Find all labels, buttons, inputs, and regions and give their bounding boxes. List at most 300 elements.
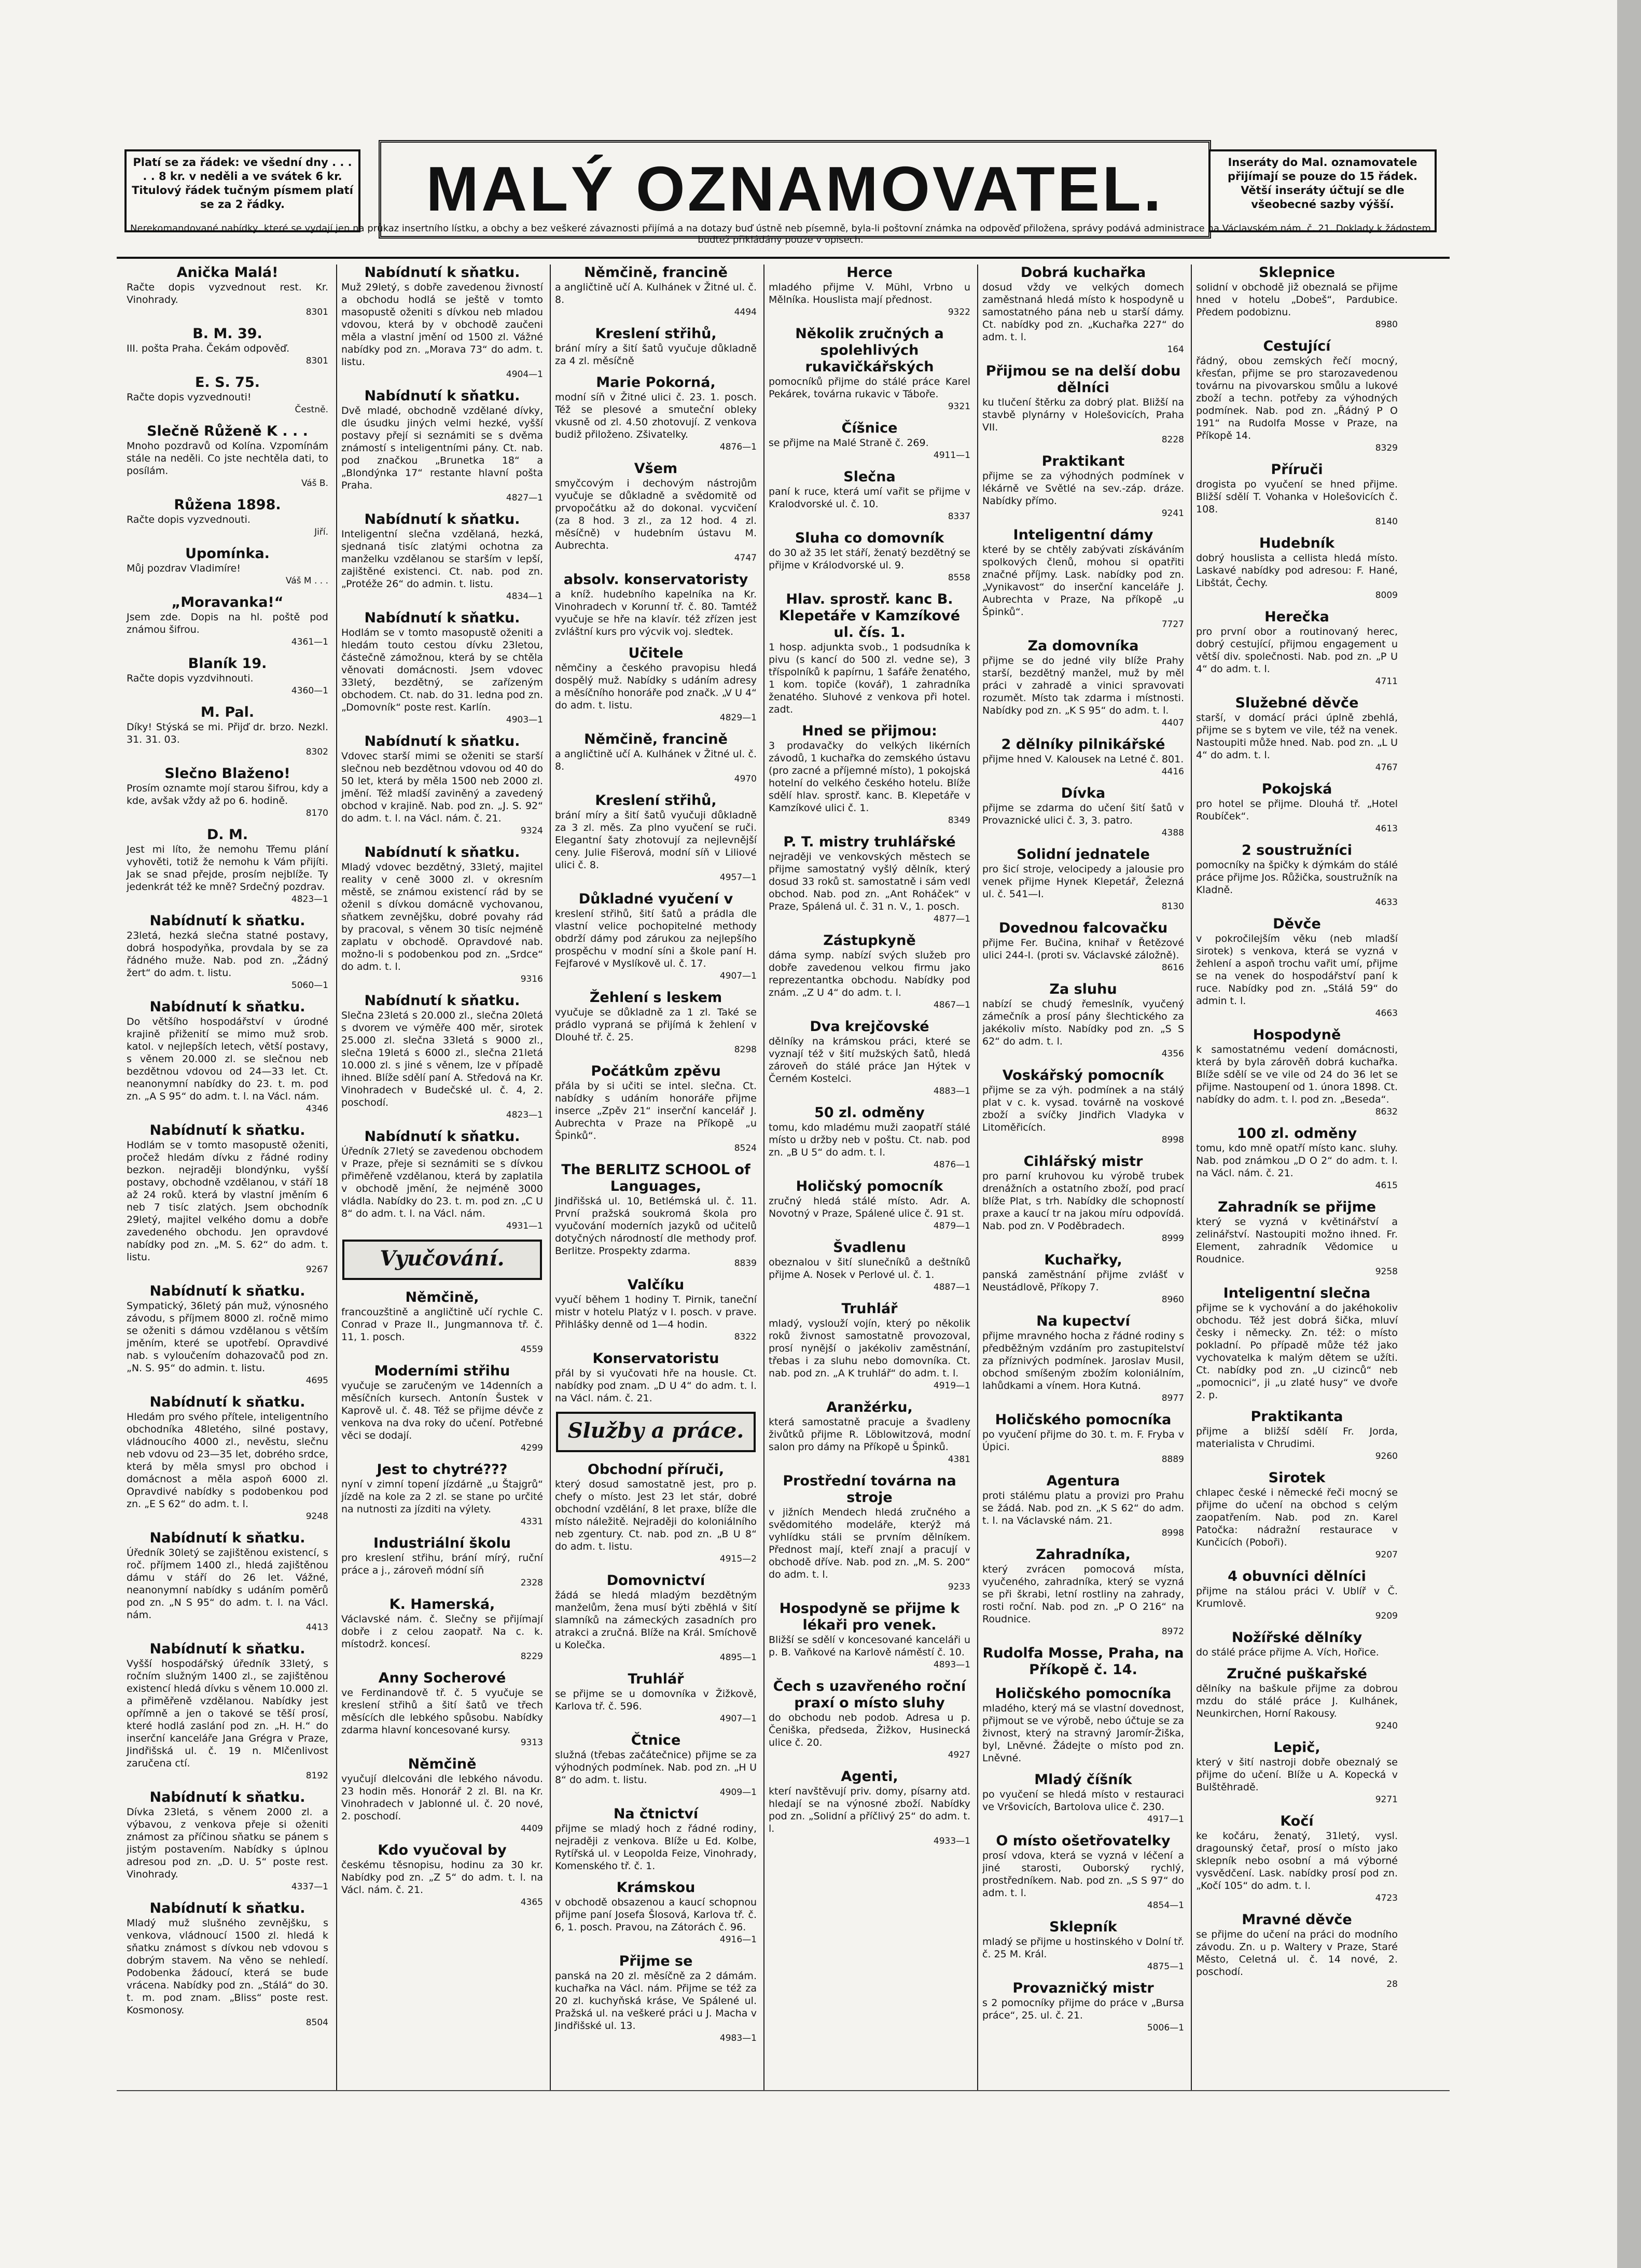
- ad-heading: Slečna: [843, 469, 896, 485]
- ad-number: 4933—1: [933, 1836, 970, 1846]
- ad-heading: O místo ošetřovatelky: [996, 1833, 1171, 1849]
- ad-heading: Dovednou falcovačku: [998, 920, 1168, 936]
- ad-heading: P. T. mistry truhlářské: [783, 834, 956, 850]
- ad-text: pomocníky na špičky k dýmkám do stálé práce přijme Jos. Růžička, soustružník na Kladně.: [1196, 859, 1398, 896]
- ad-number: 4903—1: [506, 715, 543, 725]
- ad-text: Do většího hospodářství v úrodné krajině přiženití se mimo muž srob. katol. v nejlepších letech, větší postavy, s věnem 20.000 zl. se slečnou neb bezdětnou vdovou od 24—33 let. Ct. neanonymní nabídky do 23. t. m. pod zn. „A S 95“ do adm. t. l. na Václ. nám.: [127, 1016, 328, 1102]
- ad-number: 8504: [305, 2017, 328, 2028]
- classified-ad: [1196, 781, 1398, 835]
- ad-number: 8337: [948, 511, 970, 522]
- ad-heading: Několik zručných a spolehlivých rukavičkářských: [795, 326, 944, 375]
- ad-text: která samostatně pracuje a švadleny živůtků přijme R. Löblowitzová, modní salon pro dámy na Příkopě u Špinků.: [769, 1416, 970, 1453]
- ad-text: přijme se za výhodných podmínek v lékárně ve Světlé na sev.-záp. dráze. Nabídky přímo.: [982, 470, 1184, 507]
- ad-number: 4829—1: [719, 713, 757, 723]
- classified-ad: [341, 1670, 543, 1749]
- ad-heading: Nabídnutí k sňatku.: [364, 844, 520, 860]
- ad-number: 4723: [1375, 1893, 1398, 1903]
- ad-number: 8192: [305, 1771, 328, 1781]
- ad-heading: Kuchařky,: [1044, 1252, 1122, 1268]
- ad-number: 4907—1: [719, 971, 757, 981]
- ad-heading: Slečně Růženě K . . .: [147, 423, 308, 439]
- ad-text: po vyučení přijme do 30. t. m. F. Fryba v Úpici.: [982, 1429, 1184, 1453]
- classified-ad: [982, 1252, 1184, 1306]
- ad-number: 9321: [948, 401, 970, 412]
- ad-heading: „Moravanka!“: [171, 594, 284, 610]
- ad-number: 2328: [520, 1578, 543, 1588]
- classified-ad: [555, 1953, 757, 2044]
- ad-heading: Děvče: [1273, 916, 1321, 932]
- ad-heading: Všem: [634, 461, 678, 477]
- classified-ad: [1196, 535, 1398, 602]
- ad-heading: Slečno Blaženo!: [164, 766, 290, 782]
- ad-heading: K. Hamerská,: [389, 1596, 495, 1612]
- ad-text: Muž 29letý, s dobře zavedenou živností a obchodu hodlá se ještě v tomto masopustě oženiti s dívkou neb mladou vdovou, která by v obchodě zaučeni měla a vlastní jmění od 1500 zl. Vážné nabídky pod zn. „Morava 73“ do adm. t. listu.: [341, 282, 543, 368]
- column-6: [1191, 265, 1402, 2090]
- classified-ad: [555, 572, 757, 638]
- ad-text: Úředník 27letý se zavedenou obchodem v Praze, přeje si seznámiti se s dívkou přiměřeně vzdělanou, která by zaplatila v obchodě jmění, že nejméně 3000 vládla. Nabídky do 23. t. m. pod zn. „C U 8“ do adm. t. l. na Václ. nám.: [341, 1146, 543, 1219]
- ad-text: Prosím oznamte mojí starou šifrou, kdy a kde, avšak vždy až po 6. hodině.: [127, 783, 328, 806]
- classified-ad: [1196, 338, 1398, 454]
- classified-ad: [982, 527, 1184, 631]
- ad-number: 4875—1: [1147, 1961, 1184, 1972]
- ad-text: žádá se hledá mladým bezdětným manželům, žena musí býti zběhlá v šití slamníků na zámeckých zasadních pro atrakci a zručná. Blíže na Král. Smíchově u Kolečka.: [555, 1590, 757, 1651]
- ad-number: 4413: [305, 1622, 328, 1633]
- ad-heading: Aranžérku,: [826, 1399, 913, 1415]
- ad-text: panská zaměstnání přijme zvlášť v Neustádlově, Příkopy 7.: [982, 1269, 1184, 1293]
- ad-number: 8301: [305, 356, 328, 366]
- ad-text: pro parní kruhovou ku výrobě trubek drenážních a ostatního zboží, pod prací blíže Plat, s trh. Nabídky dle schopností praxe a kaucí tr na jakou míru odpovídá. Nab. pod zn. V Poděbradech.: [982, 1171, 1184, 1232]
- ad-number: 4695: [305, 1375, 328, 1386]
- ad-text: k samostatnému vedení domácnosti, která by byla zárověň dobrá kuchařka. Blíže sdělí se ve vile od 24 do 36 let se přijme. Nastoupení od 1. února 1898. Ct. nabídky do adm. t. l. pod zn. „Beseda“.: [1196, 1044, 1398, 1105]
- ad-number: 8170: [305, 808, 328, 818]
- ad-heading: Nabídnutí k sňatku.: [364, 388, 520, 404]
- classified-ad: [341, 511, 543, 603]
- ad-text: Vyšší hospodářský úředník 33letý, s ročním služným 1400 zl., se zajištěnou existencí hledá dívku s věnem 10.000 zl. a přiměřeně vzdělanou. Nabídky jest opřímně a jen o takové se těší prosí, které hodlá zaslání pod zn. „H. H.“ do inserční kanceláře Jana Grégra v Praze, Jindřišská ul. č. 19 n. Mlčenlivost zaručena ctí.: [127, 1658, 328, 1769]
- ad-text: dáma symp. nabízí svých služeb pro dobře zavedenou velkou firmu jako reprezentantka obchodu. Nabídky pod znám. „Z U 4“ do adm. t. l.: [769, 950, 970, 998]
- classified-ad: [769, 469, 970, 523]
- ad-text: Hodlám se v tomto masopustě oženiti a hledám touto cestou dívku 23letou, částečně zámožnou, která by se chtěla věnovati domácnosti. Jsem vdovec 33letý, bezdětný, se zařízeným obchodem. Ct. nab. do 31. ledna pod zn. „Domovník“ poste rest. Karlín.: [341, 627, 543, 713]
- classified-ad: [127, 594, 328, 648]
- ad-number: 4823—1: [506, 1110, 543, 1120]
- ad-number: 9313: [520, 1737, 543, 1748]
- ad-number: 8998: [1161, 1528, 1184, 1538]
- ad-number: 4613: [1375, 824, 1398, 834]
- ad-text: do obchodu neb podob. Adresa u p. Čeniška, předseda, Žižkov, Husinecká ulice č. 20.: [769, 1712, 970, 1748]
- ad-number: 4917—1: [1147, 1814, 1184, 1825]
- ad-heading: Prostřední továrna na stroje: [783, 1473, 956, 1506]
- classified-ad: [555, 792, 757, 884]
- classified-ad: [769, 326, 970, 413]
- ad-number: 8977: [1161, 1393, 1184, 1403]
- ad-text: které by se chtěly zabývati získáváním spolkových členů, mohou si opatřiti značné příjmy. Lask. nabídky pod zn. „Vynikavost“ do inserční kanceláře J. Aubrechta v Praze, Na příkopě „u Špinků“.: [982, 544, 1184, 618]
- ad-heading: Anička Malá!: [176, 265, 279, 281]
- ad-text: Úředník 30letý se zajištěnou existencí, s roč. příjmem 1400 zl., hledá zajištěnou dámu v stáří do 26 let. Vážné, neanonymní nabídky s udáním poměrů pod zn. „N S 95“ do adm. t. l. na Václ. nám.: [127, 1547, 328, 1621]
- ad-heading: 2 soustružníci: [1242, 842, 1352, 858]
- ad-heading: Praktikanta: [1250, 1409, 1343, 1425]
- ad-heading: Herečka: [1264, 609, 1329, 625]
- page-title: MALÝ OZNAMOVATEL.: [426, 154, 1164, 224]
- ad-text: brání míry a šití šatů vyučuji důkladně za 3 zl. měs. Za plno vyučení se ruči. Elegantní šaty zhotovují za nejlevnější ceny. Julie Fišerová, modní síň v Liliové ulici č. 8.: [555, 810, 757, 871]
- classified-ad: [769, 1769, 970, 1847]
- ad-heading: Cihlářský mistr: [1023, 1153, 1143, 1170]
- ad-text: Mladý muž slušného zevnějšku, s venkova, vládnoucí 1500 zl. hledá k sňatku známost s dívkou neb vdovou s dobrým stavem. Na věno se nehledí. Podobenka žádoucí, která se bude vrácena. Nabídky pod zn. „Stálá“ do 30. t. m. pod znam. „Bliss“ poste rest. Kosmonosy.: [127, 1917, 328, 2016]
- ad-heading: Cestující: [1263, 338, 1331, 354]
- classified-ad: [341, 1596, 543, 1663]
- ad-heading: Němčině,: [405, 1289, 479, 1305]
- ad-number: 8616: [1161, 963, 1184, 973]
- column-5: [977, 265, 1188, 2090]
- ad-number: Čestně.: [295, 405, 328, 415]
- ad-heading: Nožířské dělníky: [1231, 1630, 1362, 1646]
- ad-text: dosud vždy ve velkých domech zaměstnaná hledá místo k hospodyně u samostatného pána neb u starší dámy. Ct. nabídky pod zn. „Kuchařka 227“ do adm. t. l.: [982, 282, 1184, 343]
- ad-number: 8972: [1161, 1626, 1184, 1637]
- classified-ad: [127, 1900, 328, 2029]
- ad-heading: Nabídnutí k sňatku.: [149, 1283, 305, 1299]
- ad-heading: Rudolfa Mosse, Praha, na Příkopě č. 14.: [982, 1645, 1184, 1678]
- ad-text: Bližší se sdělí v koncesované kanceláři u p. B. Vaňkové na Karlově náměstí č. 10.: [769, 1634, 970, 1658]
- ad-heading: Hudebník: [1259, 535, 1335, 551]
- ad-heading: Nabídnutí k sňatku.: [149, 1641, 305, 1657]
- ad-number: Váš M . . .: [285, 576, 328, 586]
- classified-ad: [341, 610, 543, 726]
- ad-heading: Zručné puškařské: [1227, 1666, 1367, 1682]
- classified-ad: [769, 933, 970, 1011]
- ad-number: 7727: [1161, 619, 1184, 630]
- ad-number: 4916—1: [719, 1935, 757, 1945]
- ad-text: vyučí během 1 hodiny T. Pirnik, taneční mistr v hotelu Platýz v I. posch. v prave. Přihlášky denně od 1—4 hodin.: [555, 1294, 757, 1330]
- ad-heading: Příruči: [1271, 462, 1323, 478]
- ad-text: brání míry a šití šatů vyučuje důkladně za 4 zl. měsíčně: [555, 343, 757, 367]
- classified-ad: [769, 1178, 970, 1232]
- ad-text: služná (třebas začátečnice) přijme se za výhodných podmínek. Nab. pod zn. „H U 8“ do adm. t. listu.: [555, 1749, 757, 1786]
- classified-ad: [341, 1535, 543, 1589]
- ad-number: 5006—1: [1147, 2023, 1184, 2033]
- classified-ad: [555, 891, 757, 982]
- ad-heading: Nabídnutí k sňatku.: [364, 1129, 520, 1145]
- insertion-rules-box: Inseráty do Mal. oznamovatele přijímají se pouze do 15 řádek. Větší inseráty účtují se dle všeobecné sazby výšší.: [1208, 149, 1437, 232]
- ad-text: pro kreslení střihu, brání mírý, ruční práce a j., zároveň módní síň: [341, 1552, 543, 1576]
- ad-text: Hodlám se v tomto masopustě oženiti, pročež hledám dívku z řádné rodiny bezkon. nejraději blondýnku, vyšší postavy, obchodně vzdělanou, v stáří 18 až 24 roků. která by vlastní jměním 6 neb 7 tisíc zlatých. Jsem obchodník 29letý, majitel velkého domu a dobře zavedeného obchodu. Jen opravdové nabídky pod zn. „M. S. 62“ do adm. t. listu.: [127, 1139, 328, 1263]
- ad-text: a kníž. hudebního kapelníka na Kr. Vinohradech v Korunní tř. č. 80. Tamtéž vyučuje se hře na klavír. též zřízen jest zvláštní kurs pro výcvik voj. sledtek.: [555, 589, 757, 637]
- ad-number: 4361—1: [291, 637, 328, 647]
- ad-text: pro hotel se přijme. Dlouhá tř. „Hotel Roubíček“.: [1196, 798, 1398, 822]
- classified-ad: [555, 461, 757, 564]
- ad-number: 164: [1167, 344, 1184, 355]
- ad-heading: Voskářský pomocník: [1002, 1067, 1164, 1083]
- ad-heading: Čech s uzavřeného roční praxí o místo sluhy: [773, 1678, 966, 1711]
- ad-text: Vdovec starší mimi se oženiti se starší slečnou neb bezdětnou vdovou od 40 do 50 let, která by měla 1500 neb 2000 zl. jmění. Též mladší zaviněný a zavedený obchod v krajině. Nab. pod zn. „J. S. 92“ do adm. t. l. na Václ. nám. č. 21.: [341, 750, 543, 824]
- classified-ad: [769, 1399, 970, 1466]
- ad-number: 9258: [1375, 1267, 1398, 1277]
- ad-number: 4360—1: [291, 686, 328, 696]
- classified-ad: [127, 999, 328, 1115]
- ad-text: Dívka 23letá, s věnem 2000 zl. a výbavou, z venkova přeje si oženiti známost za příčinou sňatku se pánem s jistým postavením. Nabídky s úplnou adresou pod zn. „D. U. 5“ poste rest. Vinohrady.: [127, 1806, 328, 1880]
- classified-ad: [1196, 265, 1398, 331]
- ad-text: se přijme se u domovníka v Žižkově, Karlova tř. č. 596.: [555, 1688, 757, 1712]
- classified-ad: [127, 497, 328, 538]
- ad-number: 4747: [734, 553, 757, 563]
- ad-heading: 2 dělníky pilnikářské: [1001, 736, 1165, 753]
- ad-number: 4299: [520, 1443, 543, 1453]
- ad-text: který se vyzná v květinářství a zelinářství. Nastoupiti možno ihned. Fr. Element, zahradník Vědomice u Roudnice.: [1196, 1216, 1398, 1265]
- ad-text: vyučuje se důkladně za 1 zl. Také se prádlo vypraná se přijímá k žehlení v Dlouhé tř. č. 25.: [555, 1007, 757, 1043]
- ad-number: 8960: [1161, 1295, 1184, 1305]
- ad-number: 4381: [948, 1454, 970, 1465]
- ad-heading: 50 zl. odměny: [814, 1105, 925, 1121]
- ad-text: Hledám pro svého přítele, inteligentního obchodníka 48letého, silné postavy, vládnoucího 4000 zl., nevěstu, slečnu neb vdovu od 23—35 let, dobrého srdce, která by měla smysl pro obchod i domácnost a měla aspoň 6000 zl. Opravdivé nabídky s podobenkou pod zn. „E S 62“ do adm. t. l.: [127, 1411, 328, 1510]
- ad-heading: Nabídnutí k sňatku.: [364, 610, 520, 626]
- ad-text: přála by si učiti se intel. slečna. Ct. nabídky s udáním honoráře přijme inserce „Zpěv 21“ inserční kancelář J. Aubrechta v Praze na Příkopě „u Špinků“.: [555, 1080, 757, 1142]
- ad-text: přijme se zdarma do učení šití šatů v Provaznické ulici č. 3, 3. patro.: [982, 802, 1184, 826]
- ad-number: 4915—2: [719, 1554, 757, 1564]
- column-3: [550, 265, 761, 2090]
- notice: Nerekomandované nabídky, které se vydají jen na průkaz insertního lístku, a obchy a bez veškeré závaznosti přijímá a na dotazy buď ústně neb písemně, byla-li poštovní známka na odpověď přiložena, správy podává administrace na Václavském nám. č. 21. Doklady k žádostem budtež přikládány pouze v opisech.: [130, 223, 1431, 245]
- section-heading: Vyučování.: [342, 1240, 542, 1280]
- ad-text: starší, v domácí práci úplně zbehlá, přijme se s bytem ve vile, též na venek. Nastoupiti může hned. Nab. pod zn. „L U 4“ do adm. t. l.: [1196, 712, 1398, 761]
- classified-ad: [555, 326, 757, 367]
- classified-ad: [127, 1789, 328, 1893]
- classified-ad: [341, 1363, 543, 1454]
- ad-text: do 30 až 35 let stáří, ženatý bezdětný se přijme v Králodvorské ul. 9.: [769, 547, 970, 571]
- classified-ad: [127, 656, 328, 697]
- ad-heading: Dobrá kuchařka: [1020, 265, 1146, 281]
- classified-ad: [1196, 695, 1398, 774]
- classified-ad: [555, 1806, 757, 1872]
- ad-number: 8228: [1161, 435, 1184, 445]
- ad-number: 9233: [948, 1582, 970, 1592]
- ad-heading: Hned se přijmou:: [802, 723, 937, 739]
- ad-heading: D. M.: [206, 827, 248, 843]
- ad-text: Můj pozdrav Vladimíre!: [127, 563, 241, 574]
- ad-number: 8349: [948, 815, 970, 826]
- classified-ad: [341, 1289, 543, 1356]
- classified-ad: [127, 423, 328, 490]
- ad-heading: Žehlení s leskem: [589, 990, 722, 1006]
- ad-number: 4983—1: [719, 2033, 757, 2043]
- ad-text: přijme Fer. Bučina, knihař v Řetězové ulici 244-I. (proti sv. Václavské záložně).: [982, 937, 1184, 961]
- ad-number: 4957—1: [719, 872, 757, 883]
- classified-ad: [982, 1473, 1184, 1539]
- ad-heading: Jest to chytré???: [377, 1462, 508, 1478]
- ad-text: vyučuje se zaručeným ve 14denních a měsíčních kursech. Antonín Šustek v Kaprově ul. č. 48. Též se přijme dévče z venkova na dva roky do učení. Potřebné věci se dodají.: [341, 1380, 543, 1441]
- footer-rule: [117, 2090, 1450, 2091]
- ad-heading: B. M. 39.: [192, 326, 262, 342]
- ad-number: 9240: [1375, 1721, 1398, 1731]
- classified-ad: [1196, 1409, 1398, 1463]
- classified-ad: [1196, 1125, 1398, 1192]
- ad-number: 8998: [1161, 1135, 1184, 1145]
- ad-number: 4909—1: [719, 1787, 757, 1798]
- ad-number: 4893—1: [933, 1660, 970, 1670]
- classified-ad: [127, 766, 328, 819]
- ad-heading: Němčině, francině: [584, 265, 728, 281]
- ad-text: Jest mi líto, že nemohu Třemu plání vyhověti, totiž že nemohu k Vám přijíti. Jak se snad přejde, prosím nejblíže. Ty jedenkrát též ke mně? Srdečný pozdrav.: [127, 844, 328, 893]
- ad-number: 4767: [1375, 762, 1398, 773]
- ad-number: 8632: [1375, 1107, 1398, 1117]
- ad-number: 8229: [520, 1651, 543, 1662]
- ad-heading: Valčíku: [627, 1277, 685, 1293]
- classified-ad: [341, 1842, 543, 1909]
- ad-text: nejraději ve venkovských městech se přijme samostatný vyšlý dělník, který dosud 33 roků st. samostatně i sám vedl obchod. Nab. pod zn. „Ant Roháček“ v Praze, Spálená ul. č. 31 n. V., 1. posch.: [769, 851, 970, 912]
- ad-heading: Sklepník: [1049, 1919, 1117, 1935]
- ad-text: do stálé práce přijme A. Vích, Hořice.: [1196, 1647, 1379, 1658]
- classified-ad: [982, 785, 1184, 839]
- ad-heading: Praktikant: [1041, 453, 1125, 469]
- ad-text: proti stálému platu a provizi pro Prahu se žádá. Nab. pod zn. „K S 62“ do adm. t. l. na Václavské nám. 21.: [982, 1490, 1184, 1526]
- classified-ad: [1196, 1568, 1398, 1622]
- classified-ad: [555, 1671, 757, 1725]
- ad-number: 9267: [305, 1264, 328, 1275]
- ad-number: 4827—1: [506, 493, 543, 503]
- ad-heading: 4 obuvníci dělníci: [1228, 1568, 1366, 1584]
- ad-heading: Nabídnutí k sňatku.: [364, 993, 520, 1009]
- ad-number: 4331: [520, 1516, 543, 1527]
- ad-text: drogista po vyučení se hned přijme. Bližší sdělí T. Vohanka v Holešovicích č. 108.: [1196, 479, 1398, 515]
- classified-ad: [982, 1772, 1184, 1826]
- ad-heading: Nabídnutí k sňatku.: [364, 265, 520, 281]
- classified-ad: [769, 1240, 970, 1293]
- ad-number: 8140: [1375, 517, 1398, 527]
- ad-heading: Hospodyně: [1253, 1027, 1341, 1043]
- classified-ad: [982, 1919, 1184, 1973]
- classified-ad: [127, 326, 328, 367]
- ad-number: 4919—1: [933, 1381, 970, 1391]
- classified-ad: [982, 736, 1184, 778]
- ad-text: přijme se mladý hoch z řádné rodiny, nejraději z venkova. Blíže u Ed. Kolbe, Rytířská ul. v Leopolda Feize, Vinohrady, Komenského tř. č. 1.: [555, 1823, 757, 1872]
- ad-heading: Čtnice: [631, 1732, 681, 1748]
- ad-heading: Na čtnictví: [613, 1806, 699, 1822]
- classified-ad: [555, 1573, 757, 1664]
- ad-text: mladý se přijme u hostinského v Dolní tř. č. 25 M. Král.: [982, 1936, 1184, 1960]
- ad-heading: Za domovníka: [1027, 638, 1139, 654]
- classified-ad: [982, 1686, 1184, 1764]
- classified-ad: [127, 827, 328, 906]
- ad-heading: Provazničký mistr: [1012, 1980, 1154, 1996]
- ad-heading: Pokojská: [1261, 781, 1332, 797]
- classified-ad: [1196, 916, 1398, 1020]
- ad-heading: Sklepnice: [1258, 265, 1336, 281]
- ad-number: Jiří.: [314, 527, 328, 537]
- ad-number: 4927: [948, 1750, 970, 1760]
- ad-text: Račte dopis vyzvednout rest. Kr. Vinohrady.: [127, 282, 328, 305]
- ad-heading: Marie Pokorná,: [596, 374, 716, 391]
- ad-heading: Nabídnutí k sňatku.: [149, 1530, 305, 1546]
- ad-number: 9271: [1375, 1794, 1398, 1805]
- section-heading: Služby a práce.: [556, 1412, 756, 1452]
- ad-number: 4633: [1375, 897, 1398, 908]
- ad-heading: Holičského pomocníka: [995, 1412, 1172, 1428]
- ad-text: se přijme na Malé Straně č. 269.: [769, 437, 929, 449]
- ad-number: 28: [1386, 1979, 1398, 1989]
- ad-text: Račte dopis vyzvednouti.: [127, 514, 251, 525]
- page-edge: [1617, 0, 1641, 2268]
- ad-text: Jindřišská ul. 10, Betlémská ul. č. 11. První pražská soukromá škola pro vyučování moderních jazyků od učitelů dotyčných národností dle methody prof. Berlitze. Prospekty zdarma.: [555, 1195, 757, 1257]
- ad-heading: E. S. 75.: [194, 374, 260, 391]
- ad-text: solidní v obchodě již obeznalá se přijme hned v hotelu „Dobeš“, Pardubice. Předem podobiznu.: [1196, 282, 1398, 318]
- classified-ad: [982, 920, 1184, 974]
- classified-ad: [341, 1756, 543, 1835]
- ad-heading: Nabídnutí k sňatku.: [364, 733, 520, 749]
- ad-text: Slečna 23letá s 20.000 zl., slečna 20letá s dvorem ve výměře 400 měr, sirotek 25.000 zl. slečna 33letá s 9000 zl., slečna 19letá s 6000 zl., slečna 21letá 10.000 zl. s jiné s věnem, lze v případě ihned. Blíže sdělí paní A. Středová na Kr. Vinohradech v Budečské ul. č. 4, 2. poschodí.: [341, 1010, 543, 1108]
- header-rule: [117, 257, 1450, 259]
- ad-text: který dosud samostatně jest, pro p. chefy o místo. Jest 23 let stár, dobré obchodní vzdělání, 8 let praxe, blíže dle místo náležitě. Nejraději do koloniálního neb zgentury. Ct. nab. pod zn. „B U 8“ do adm. t. listu.: [555, 1479, 757, 1552]
- ad-text: který v šití nastroji dobře obeznalý se přijme do učení. Blíže u A. Kopecká v Bulštěhradě.: [1196, 1757, 1398, 1793]
- ad-text: III. pošta Praha. Čekám odpověď.: [127, 343, 290, 354]
- classified-ad: [555, 990, 757, 1056]
- pricing-box: Platí se za řádek: ve všední dny . . . . . 8 kr. v neděli a ve svátek 6 kr. Titulový řádek tučným písmem platí se za 2 řádky.: [124, 149, 360, 232]
- classified-ad: [982, 453, 1184, 520]
- ad-number: 8322: [734, 1332, 757, 1342]
- ad-heading: Domovnictví: [606, 1573, 705, 1589]
- ad-text: 23letá, hezká slečna statné postavy, dobrá hospodyňka, provdala by se za řádného muže. Nab. pod zn. „Žádný žert“ do adm. t. listu.: [127, 930, 328, 979]
- classified-ad: [769, 530, 970, 584]
- ad-heading: Zástupkyně: [823, 933, 916, 949]
- column-1: [122, 265, 332, 2090]
- ad-heading: Truhlář: [841, 1301, 898, 1317]
- ad-heading: Nabídnutí k sňatku.: [149, 913, 305, 929]
- ad-text: přijme se do jedné vily blíže Prahy starší, bezdětný manžel, muž by měl práci v zahradě a vinici spravovati rozumět. Místo tak zdarma i místnosti. Nabídky pod zn. „K S 95“ do adm. t. l.: [982, 655, 1184, 716]
- ad-number: 8999: [1161, 1233, 1184, 1244]
- ad-heading: Učitele: [628, 645, 684, 661]
- classified-ad: [982, 1313, 1184, 1404]
- ad-number: 9248: [305, 1511, 328, 1522]
- ad-text: prosí vdova, která se vyzná v léčení a jiné starosti, Ouborský rychlý, prostředníkem. Nab. pod zn. „S S 97“ do adm. t. l.: [982, 1850, 1184, 1899]
- ad-heading: Agentura: [1046, 1473, 1120, 1489]
- ad-text: panská na 20 zl. měsíčně za 2 dámám. kuchařka na Václ. nám. Přijme se též za 20 zl. kuchyňská kráse, Ve Spálené ul. Pražská ul. na veškeré práci u J. Macha v Jindřišské ul. 13.: [555, 1970, 757, 2032]
- ad-heading: Němčině: [408, 1756, 477, 1772]
- classified-ad: [982, 846, 1184, 913]
- ad-heading: Upomínka.: [185, 546, 270, 562]
- ad-heading: Mladý číšník: [1034, 1772, 1132, 1788]
- classified-ad: [769, 265, 970, 318]
- ad-number: 9260: [1375, 1451, 1398, 1462]
- ad-text: Inteligentní slečna vzdělaná, hezká, sjednaná tisíc zlatými ochotna za manželku vzdělanou se starším v lepší, zajištěné existenci. Ct. nab. pod zn. „Protéže 26“ do admin. t. listu.: [341, 528, 543, 590]
- classified-ad: [1196, 1470, 1398, 1561]
- classified-ad: [982, 1547, 1184, 1638]
- ad-heading: Nabídnutí k sňatku.: [149, 1122, 305, 1138]
- ad-number: 4615: [1375, 1180, 1398, 1191]
- classified-ad: [555, 1462, 757, 1565]
- ad-heading: Hospodyně se přijme k lékaři pro venek.: [779, 1601, 960, 1633]
- classified-ad: [127, 1283, 328, 1387]
- classified-ad: [982, 1412, 1184, 1466]
- ad-number: 9207: [1375, 1550, 1398, 1560]
- ad-text: Račte dopis vyzvednouti!: [127, 392, 252, 403]
- ad-number: 4876—1: [719, 442, 757, 452]
- ad-heading: Kreslení střihů,: [595, 792, 717, 809]
- ad-text: Sympatický, 36letý pán muž, výnosného závodu, s příjmem 8000 zl. ročně mimo se oženiti s dámou vzdělanou s větším jměním, které se upotřebí. Opravdivé nab. s vyloučením dohazovačů pod zn. „N. S. 95“ do admin. t. listu.: [127, 1300, 328, 1374]
- ad-number: 8329: [1375, 443, 1398, 453]
- ad-text: Jsem zde. Dopis na hl. poště pod známou šifrou.: [127, 611, 328, 635]
- ad-text: přijme mravného hocha z řádné rodiny s předběžným vzdáním pro zastupitelství za příznivých podmínek. Jaroslav Musil, obchod smíšeným zbožím koloniálním, lahůdkami a vínem. Hora Kutná.: [982, 1330, 1184, 1392]
- classified-ad: [127, 1122, 328, 1276]
- column-2: [336, 265, 547, 2090]
- classified-ad: [555, 1732, 757, 1799]
- classified-ad: [982, 1645, 1184, 1678]
- ad-text: pro šicí stroje, velocipedy a jalousie pro venek přijme Hynek Klepetář, Železná ul. č. 541—I.: [982, 864, 1184, 900]
- ad-number: 4834—1: [506, 591, 543, 602]
- classified-ad: [769, 591, 970, 716]
- ad-text: ke kočáru, ženatý, 31letý, vysl. dragounský četař, prosí o místo jako sklepník nebo osobní a má výborné vysvědčení. Lask. nabídky prosí pod zn. „Kočí 105“ do adm. t. l.: [1196, 1830, 1398, 1891]
- ad-number: 4416: [1161, 767, 1184, 777]
- ad-heading: Herce: [846, 265, 893, 281]
- ad-number: 4409: [520, 1824, 543, 1834]
- ad-number: 4823—1: [291, 894, 328, 905]
- ad-heading: Číšnice: [841, 420, 898, 436]
- ad-number: 9316: [520, 974, 543, 984]
- classified-ad: [1196, 1813, 1398, 1904]
- ad-heading: Zahradník se přijme: [1217, 1199, 1376, 1215]
